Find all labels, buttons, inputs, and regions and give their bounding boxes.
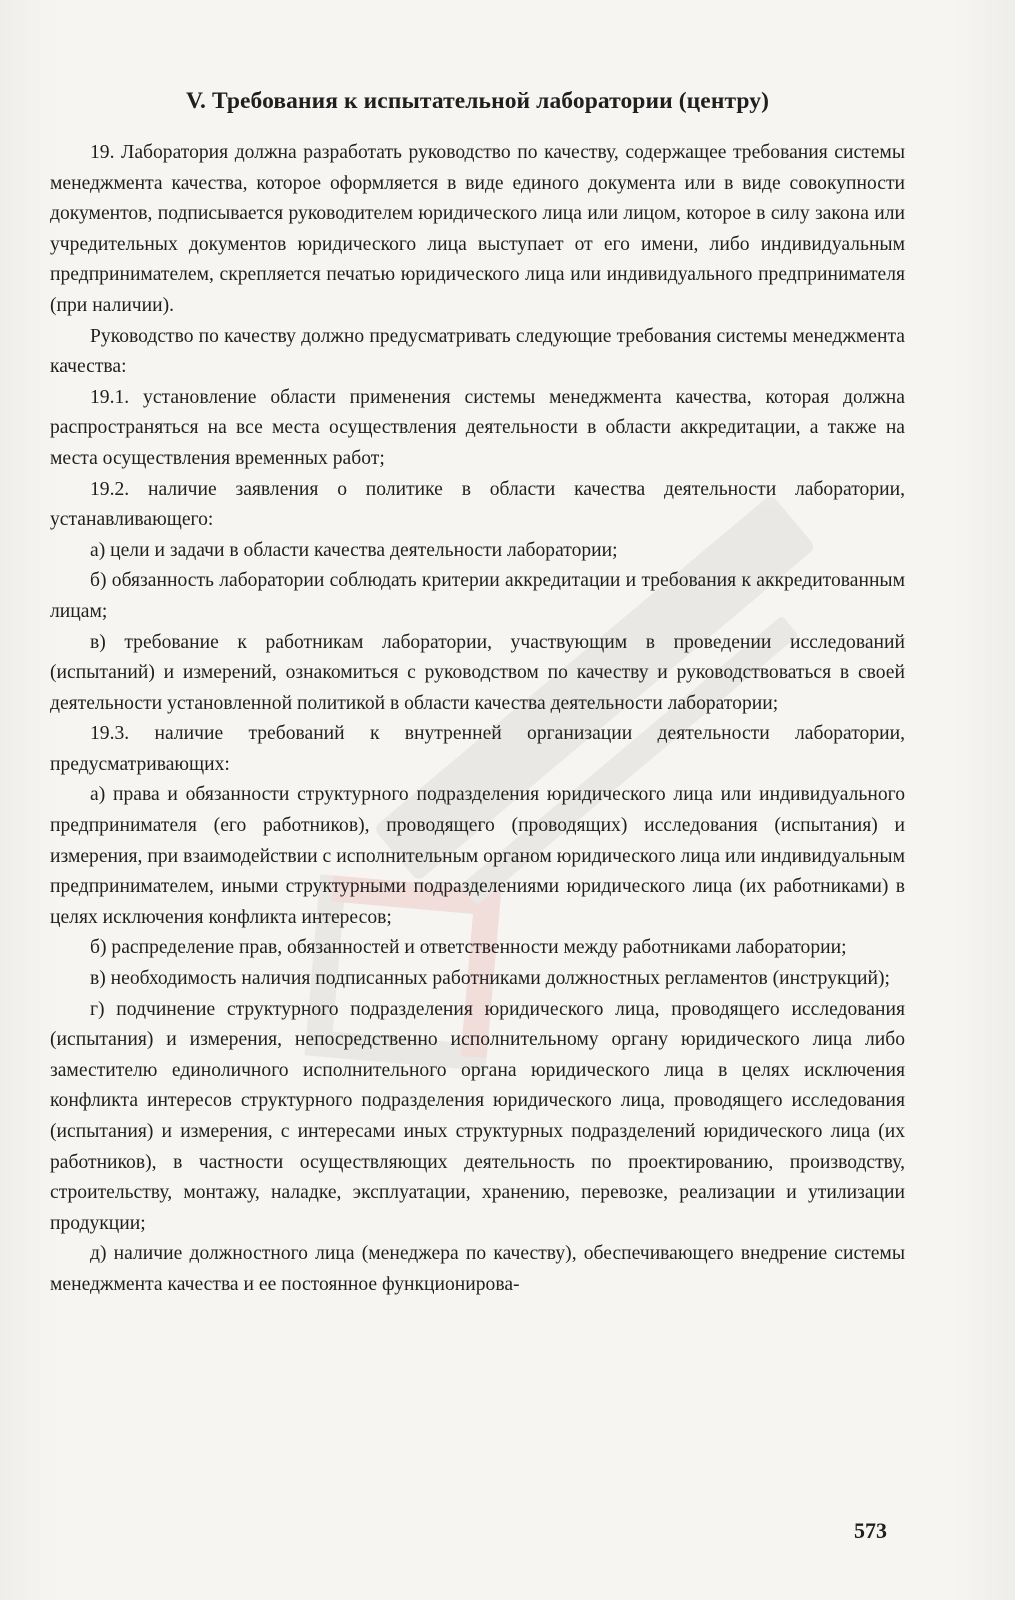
paragraph-19-3-d: д) наличие должностного лица (менеджера по качеству), обеспечивающего внедрение системы менеджмента качества и ее постоянное функционирова-: [50, 1243, 905, 1295]
paragraph-19-2-a: а) цели и задачи в области качества деятельности лаборатории;: [90, 539, 618, 561]
paragraph-19-3: 19.3. наличие требований к внутренней организации деятельности лаборатории, предусматривающих:: [50, 723, 905, 775]
paragraph-quality-manual: Руководство по качеству должно предусматривать следующие требования системы менеджмента качества:: [50, 325, 905, 378]
page-content: [50, 84, 905, 1301]
paragraph-19-3-b: б) распределение прав, обязанностей и ответственности между работниками лаборатории;: [90, 937, 847, 959]
section-heading: V. Требования к испытательной лаборатории (центру): [185, 88, 770, 114]
paragraph-19-3-a: а) права и обязанности структурного подразделения юридического лица или индивидуального предпринимателя (его работников), проводящего (проводящих) исследования (испытания) и измерения, при взаимодействии с исполнительным органом юридического лица или индивидуальным предпринимателем, иными структурными подразделениями юридического лица (их работниками) в целях исключения конфликта интересов;: [50, 784, 905, 928]
paragraph-19-3-g: г) подчинение структурного подразделения юридического лица, проводящего исследования (испытания) и измерения, непосредственно исполнительному органу юридического лица либо заместителю единоличного исполнительного органа юридического лица в целях исключения конфликта интересов структурного подразделения юридического лица, проводящего исследования (испытания) и измерения, с интересами иных структурных подразделений юридического лица (их работников), в частности осуществляющих деятельность по проектированию, производству, строительству, монтажу, наладке, эксплуатации, хранению, перевозке, реализации и утилизации продукции;: [50, 998, 905, 1234]
paragraph-19-3-v: в) необходимость наличия подписанных работниками должностных регламентов (инструкций);: [90, 968, 890, 990]
page-number: 573: [854, 1518, 887, 1543]
paragraph-19-1: 19.1. установление области применения системы менеджмента качества, которая должна распространяться на все места осуществления деятельности в области аккредитации, а также на места осуществления временных работ;: [50, 386, 905, 469]
paragraph-19-2-b: б) обязанность лаборатории соблюдать критерии аккредитации и требования к аккредитованным лицам;: [50, 570, 905, 622]
paragraph-19-2: 19.2. наличие заявления о политике в области качества деятельности лаборатории, устанавливающего:: [50, 478, 905, 531]
paragraph-19-2-v: в) требование к работникам лаборатории, участвующим в проведении исследований (испытаний) и измерений, ознакомиться с руководством по качеству и руководствоваться в своей деятельности установленной политикой в области качества деятельности лаборатории;: [50, 631, 905, 714]
paragraph-19: 19. Лаборатория должна разработать руководство по качеству, содержащее требования системы менеджмента качества, которое оформляется в виде единого документа или в виде совокупности документов, подписывается руководителем юридического лица или лицом, которое в силу закона или учредительных документов юридического лица выступает от его имени, либо индивидуальным предпринимателем, скрепляется печатью юридического лица или индивидуального предпринимателя (при наличии).: [50, 142, 905, 316]
